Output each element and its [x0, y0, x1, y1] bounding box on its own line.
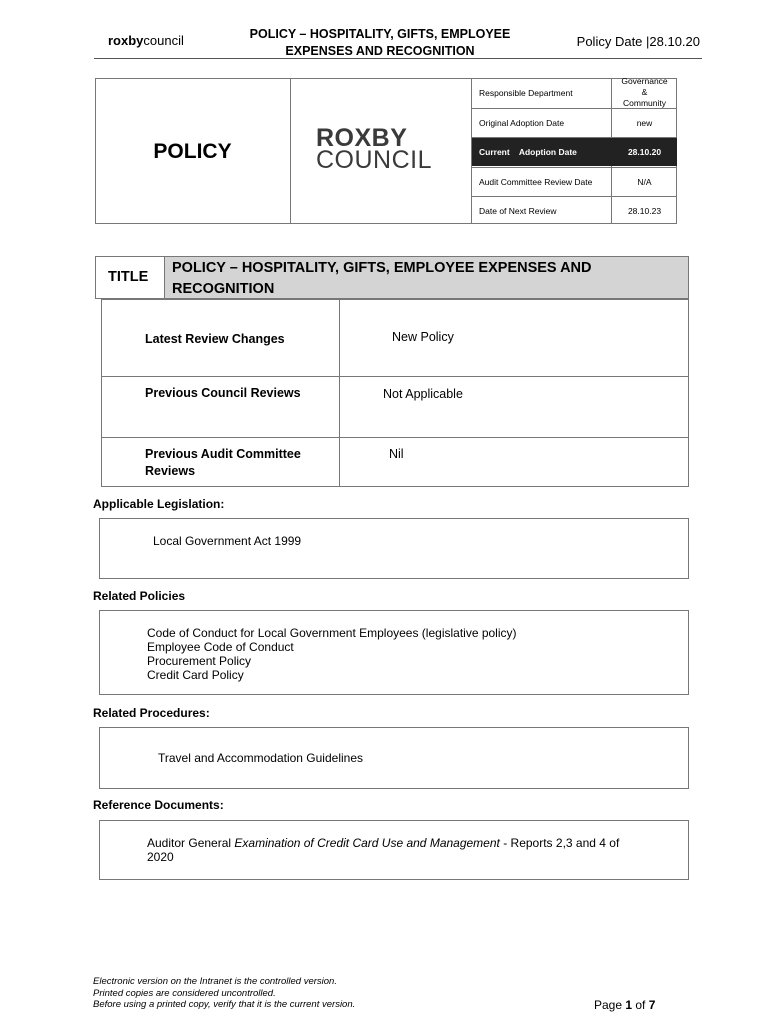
divider: [339, 299, 340, 487]
divider: [101, 437, 689, 438]
review-value-latest: New Policy: [392, 330, 454, 344]
divider: [290, 78, 291, 224]
review-label-latest: Latest Review Changes: [145, 332, 285, 346]
meta-value: N/A: [637, 177, 652, 187]
policy-title: [172, 258, 642, 300]
page-prefix: Page: [594, 998, 626, 1012]
reference-title: Examination of Credit Card Use and Management: [234, 836, 500, 850]
reference-document-item: [147, 836, 677, 864]
header-title-line1: POLICY – HOSPITALITY, GIFTS, EMPLOYEE: [249, 27, 511, 41]
meta-value-line: &: [641, 87, 648, 97]
meta-value: new: [636, 118, 653, 128]
brand-bold: roxby: [108, 33, 144, 48]
meta-label: Original Adoption Date: [479, 118, 565, 128]
related-policies-list: [147, 626, 517, 682]
title-label: TITLE: [108, 269, 149, 285]
council-logo: [316, 124, 433, 174]
list-item: Procurement Policy: [147, 654, 252, 668]
divider: [101, 376, 689, 377]
reference-documents-heading: Reference Documents:: [93, 798, 224, 812]
meta-value-line: Community: [623, 98, 666, 108]
meta-label: Audit Committee Review Date: [479, 177, 593, 187]
policy-title-line2: RECOGNITION: [172, 281, 275, 297]
review-label-audit: [145, 446, 325, 480]
policy-title-line1: POLICY – HOSPITALITY, GIFTS, EMPLOYEE EXPENSES AND: [172, 260, 592, 276]
meta-value: 28.10.23: [627, 205, 662, 216]
footer-notice: [93, 976, 355, 1011]
header-divider: [94, 58, 702, 59]
meta-label: Current Adoption Date: [479, 147, 577, 157]
meta-value-line: Governance: [621, 76, 668, 86]
page-of: of: [632, 998, 649, 1012]
header-title: [230, 26, 530, 60]
page-current: 1: [625, 998, 633, 1012]
header-title-line2: EXPENSES AND RECOGNITION: [285, 44, 475, 58]
footer-line: Printed copies are considered uncontrolled.: [93, 987, 276, 999]
related-procedure-item: Travel and Accommodation Guidelines: [158, 751, 363, 765]
page-total: 7: [648, 998, 656, 1012]
meta-value: [612, 78, 677, 107]
header-policy-date: Policy Date |28.10.20: [576, 34, 700, 49]
review-value-audit: Nil: [389, 447, 404, 461]
brand-rest: council: [143, 33, 184, 48]
list-item: Credit Card Policy: [147, 668, 244, 682]
reference-suffix: - Reports 2,3 and 4 of: [499, 836, 620, 850]
meta-row-original-adoption: [472, 108, 677, 137]
review-label-line: Previous Audit Committee: [145, 447, 301, 461]
meta-value: 28.10.20: [627, 147, 662, 157]
reference-line2: 2020: [147, 850, 174, 864]
legislation-heading: Applicable Legislation:: [93, 497, 225, 511]
reference-prefix: Auditor General: [147, 836, 235, 850]
legislation-box: [99, 518, 689, 579]
review-label-line: Reviews: [145, 464, 196, 478]
review-label-council: Previous Council Reviews: [145, 386, 301, 400]
related-policies-heading: Related Policies: [93, 589, 186, 603]
related-procedures-heading: Related Procedures:: [93, 706, 210, 720]
meta-row-next-review: [472, 196, 677, 224]
legislation-item: Local Government Act 1999: [153, 534, 302, 548]
brand-name: [108, 33, 184, 48]
meta-row-department: [472, 78, 677, 107]
footer-line: Electronic version on the Intranet is the controlled version.: [93, 976, 337, 987]
meta-label: Responsible Department: [479, 87, 573, 98]
meta-row-current-adoption: [472, 137, 677, 166]
list-item: Employee Code of Conduct: [147, 640, 294, 654]
list-item: Code of Conduct for Local Government Employees (legislative policy): [147, 626, 517, 640]
logo-line1: ROXBY: [316, 124, 408, 152]
meta-label: Date of Next Review: [479, 205, 557, 216]
logo-line2: COUNCIL: [316, 146, 433, 174]
policy-heading: POLICY: [153, 140, 232, 163]
footer-line: Before using a printed copy, verify that it is the current version.: [93, 999, 356, 1010]
meta-row-audit-review: [472, 167, 677, 196]
page-number: [594, 998, 655, 1012]
review-value-council: Not Applicable: [383, 387, 463, 401]
